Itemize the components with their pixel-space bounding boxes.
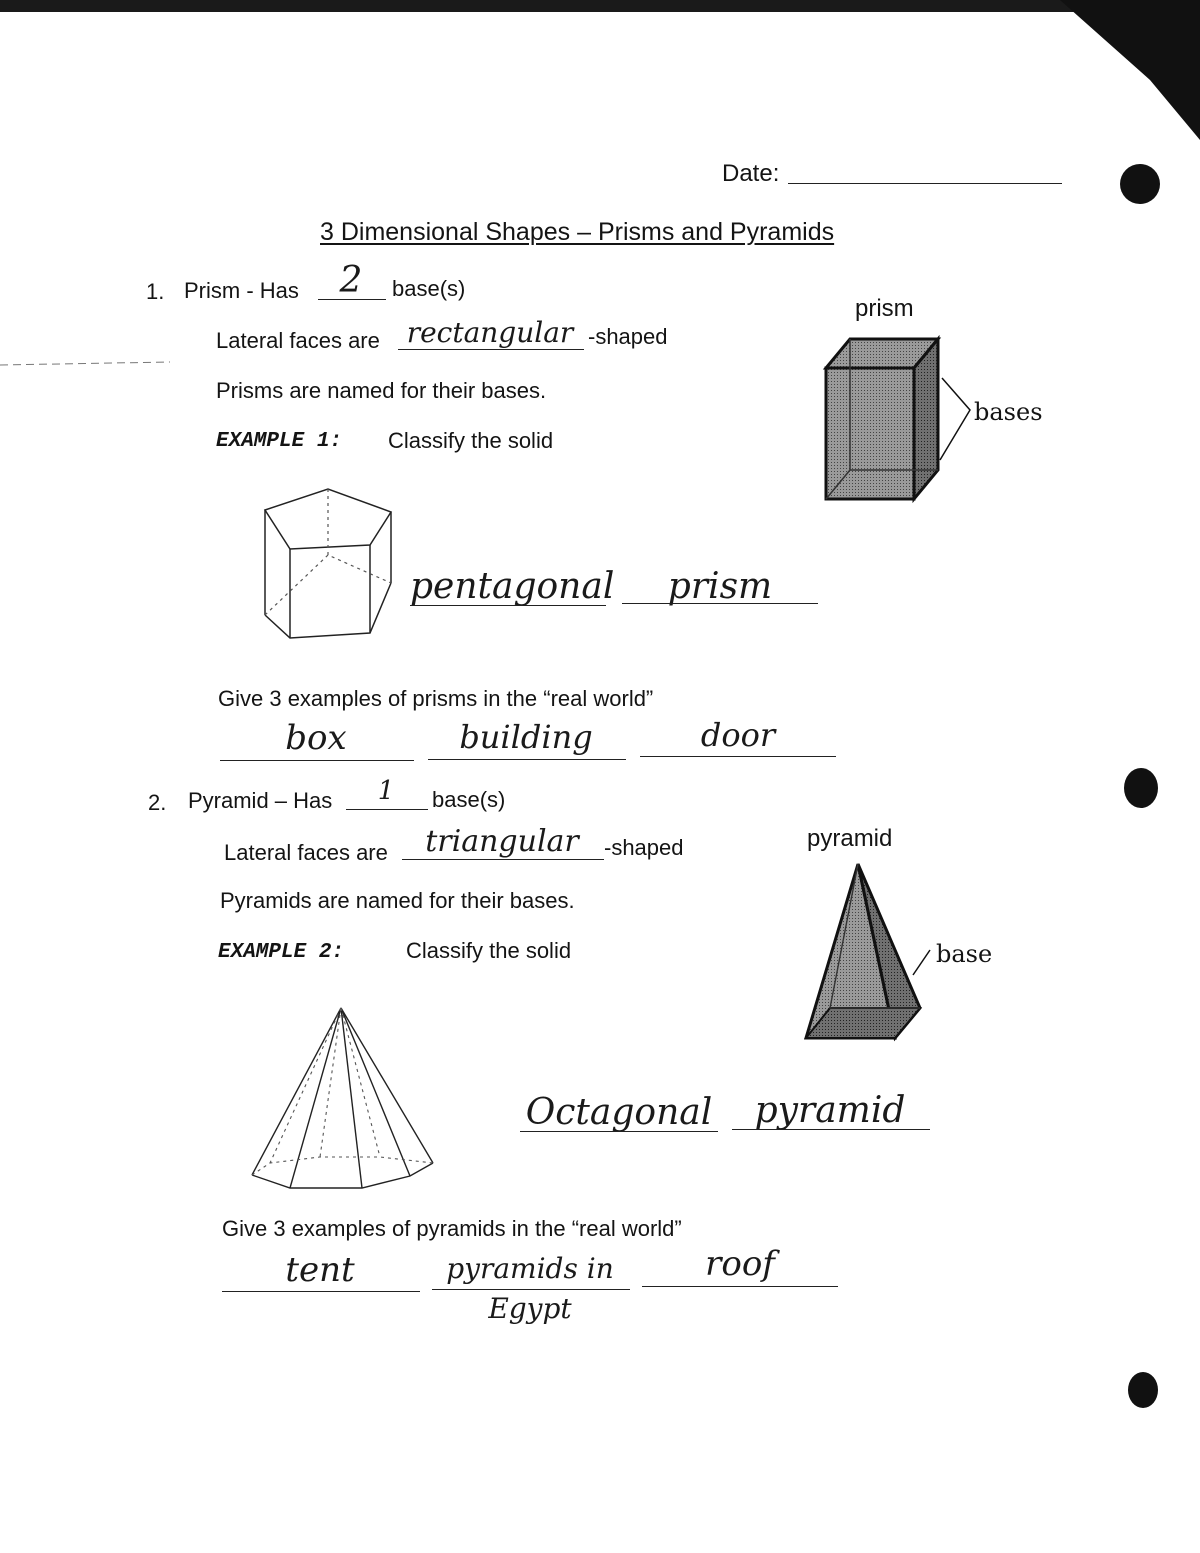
prism-base-suffix: base(s) [392, 276, 466, 301]
pyramid-number: 2. [148, 790, 167, 815]
prism-lateral-answer: rectangular [406, 316, 574, 349]
pyramid-figure-title: pyramid [807, 825, 893, 852]
pyramid-example-text: Classify the solid [406, 938, 572, 963]
prism-real-world-answer-2: building [459, 718, 593, 756]
pyramid-real-world-answer-extra: Egypt [488, 1292, 572, 1325]
prism-real-world-answer-1: box [285, 718, 347, 758]
pyramid-figure-label: base [936, 940, 993, 968]
prism-example-label: EXAMPLE 1: [216, 430, 343, 453]
pyramid-base-count: 1 [377, 776, 395, 806]
prism-example-text: Classify the solid [388, 428, 554, 453]
prism-figure-title: prism [855, 295, 914, 322]
pyramid-classify-answer-1: Octagonal [525, 1092, 713, 1133]
pyramid-lateral-answer: triangular [425, 824, 579, 859]
prism-real-world-prompt: Give 3 examples of prisms in the “real world” [218, 686, 654, 711]
pyramid-has-label: Pyramid – Has [188, 788, 333, 813]
date-label: Date: [722, 160, 780, 187]
prism-figure-label: bases [974, 398, 1043, 426]
prism-classify-answer-2: prism [667, 566, 773, 607]
pyramid-base-suffix: base(s) [432, 787, 506, 812]
prism-lateral-prefix: Lateral faces are [216, 328, 380, 353]
pyramid-lateral-suffix: -shaped [604, 835, 684, 860]
pyramid-real-world-answer-1: tent [285, 1250, 355, 1290]
prism-base-count: 2 [339, 260, 363, 301]
pyramid-named-note: Pyramids are named for their bases. [220, 888, 575, 913]
pyramid-real-world-answer-3: roof [705, 1244, 775, 1284]
pyramid-example-label: EXAMPLE 2: [218, 941, 345, 964]
prism-named-note: Prisms are named for their bases. [216, 378, 547, 403]
page-title: 3 Dimensional Shapes – Prisms and Pyramids [320, 218, 835, 246]
pyramid-lateral-prefix: Lateral faces are [224, 840, 388, 865]
pyramid-real-world-prompt: Give 3 examples of pyramids in the “real world” [222, 1216, 682, 1241]
prism-has-label: Prism - Has [184, 278, 299, 303]
prism-real-world-answer-3: door [700, 716, 776, 754]
pyramid-real-world-answer-2: pyramids in [446, 1252, 614, 1285]
pyramid-classify-answer-2: pyramid [754, 1090, 906, 1131]
prism-classify-answer-1: pentagonal [410, 566, 615, 607]
prism-lateral-suffix: -shaped [588, 324, 668, 349]
prism-number: 1. [146, 279, 165, 304]
